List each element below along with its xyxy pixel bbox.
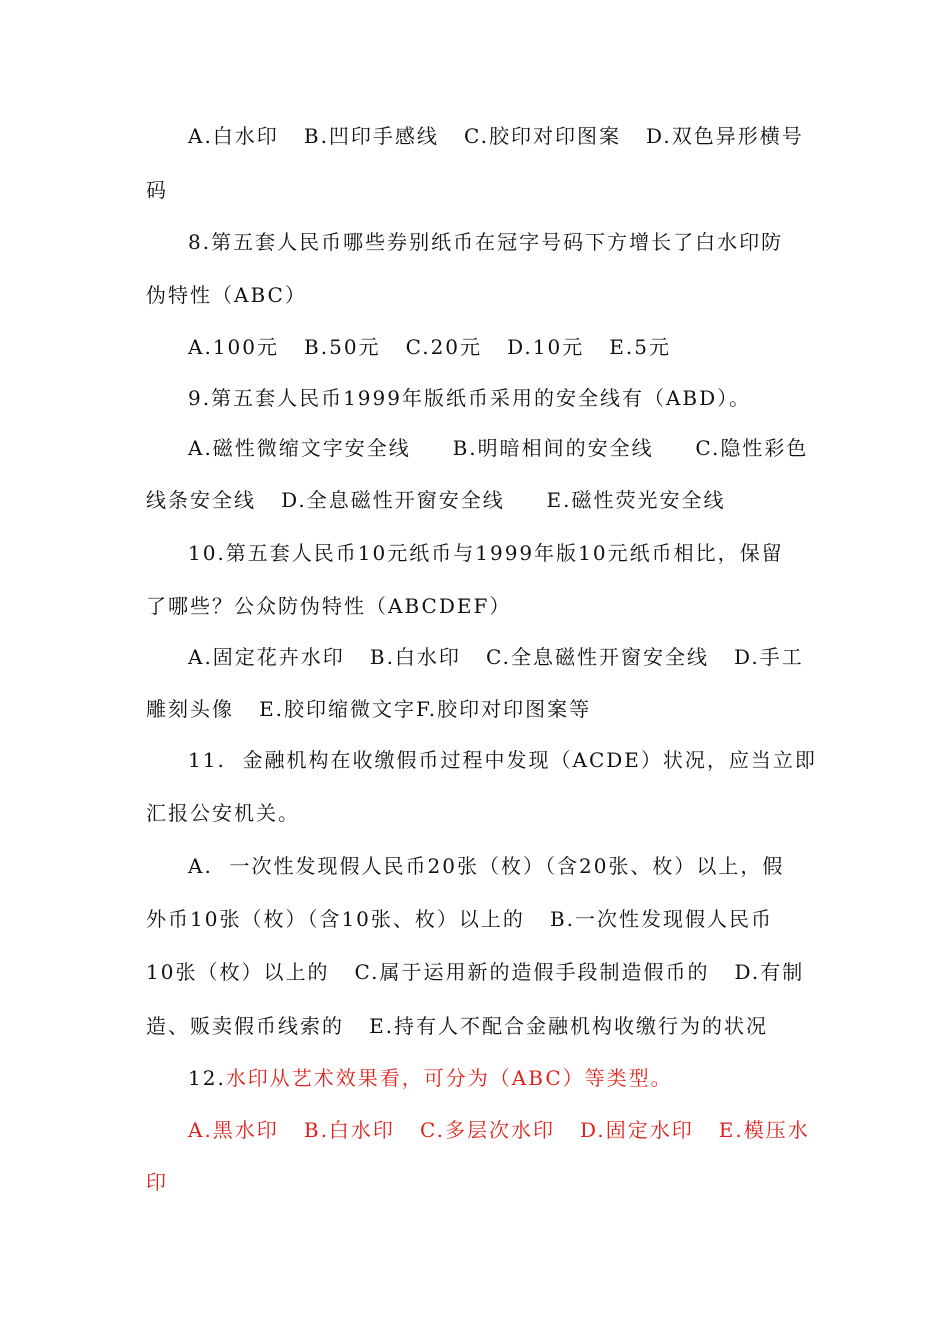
q8-question-line-2: 伪特性（ABC） <box>146 283 307 307</box>
q11-question-line-1: 11. 金融机构在收缴假币过程中发现（ACDE）状况，应当立即 <box>188 748 817 772</box>
q12-options-line-1: A.黑水印 B.白水印 C.多层次水印 D.固定水印 E.模压水 <box>188 1118 810 1142</box>
q10-question-line-2: 了哪些？公众防伪特性（ABCDEF） <box>146 594 512 618</box>
q7-options-line-1: A.白水印 B.凹印手感线 C.胶印对印图案 D.双色异形横号 <box>188 124 804 148</box>
q10-options-line-2: 雕刻头像 E.胶印缩微文字F.胶印对印图案等 <box>146 697 592 721</box>
q12-options-line-2: 印 <box>146 1170 168 1194</box>
q11-options-line-2: 外币10张（枚）（含10张、枚）以上的 B.一次性发现假人民币 <box>146 907 774 931</box>
q8-question-line-1: 8.第五套人民币哪些券别纸币在冠字号码下方增长了白水印防 <box>188 230 784 254</box>
q12-question <box>188 1064 673 1092</box>
q9-options-line-1: A.磁性微缩文字安全线 B.明暗相间的安全线 C.隐性彩色 <box>188 436 809 460</box>
q9-question: 9.第五套人民币1999年版纸币采用的安全线有（ABD）。 <box>188 386 752 410</box>
q12-question-text: 水印从艺术效果看，可分为（ABC）等类型。 <box>225 1066 673 1090</box>
q12-number: 12. <box>188 1066 226 1090</box>
q11-options-line-1: A. 一次性发现假人民币20张（枚）（含20张、枚）以上，假 <box>188 854 785 878</box>
q11-options-line-4: 造、贩卖假币线索的 E.持有人不配合金融机构收缴行为的状况 <box>146 1014 769 1038</box>
q9-options-line-2: 线条安全线 D.全息磁性开窗安全线 E.磁性荧光安全线 <box>146 488 726 512</box>
q11-question-line-2: 汇报公安机关。 <box>146 801 300 825</box>
q7-options-line-2: 码 <box>146 178 168 202</box>
q10-options-line-1: A.固定花卉水印 B.白水印 C.全息磁性开窗安全线 D.手工 <box>188 645 804 669</box>
q8-options: A.100元 B.50元 C.20元 D.10元 E.5元 <box>188 335 671 359</box>
q10-question-line-1: 10.第五套人民币10元纸币与1999年版10元纸币相比，保留 <box>188 541 784 565</box>
q11-options-line-3: 10张（枚）以上的 C.属于运用新的造假手段制造假币的 D.有制 <box>146 960 805 984</box>
